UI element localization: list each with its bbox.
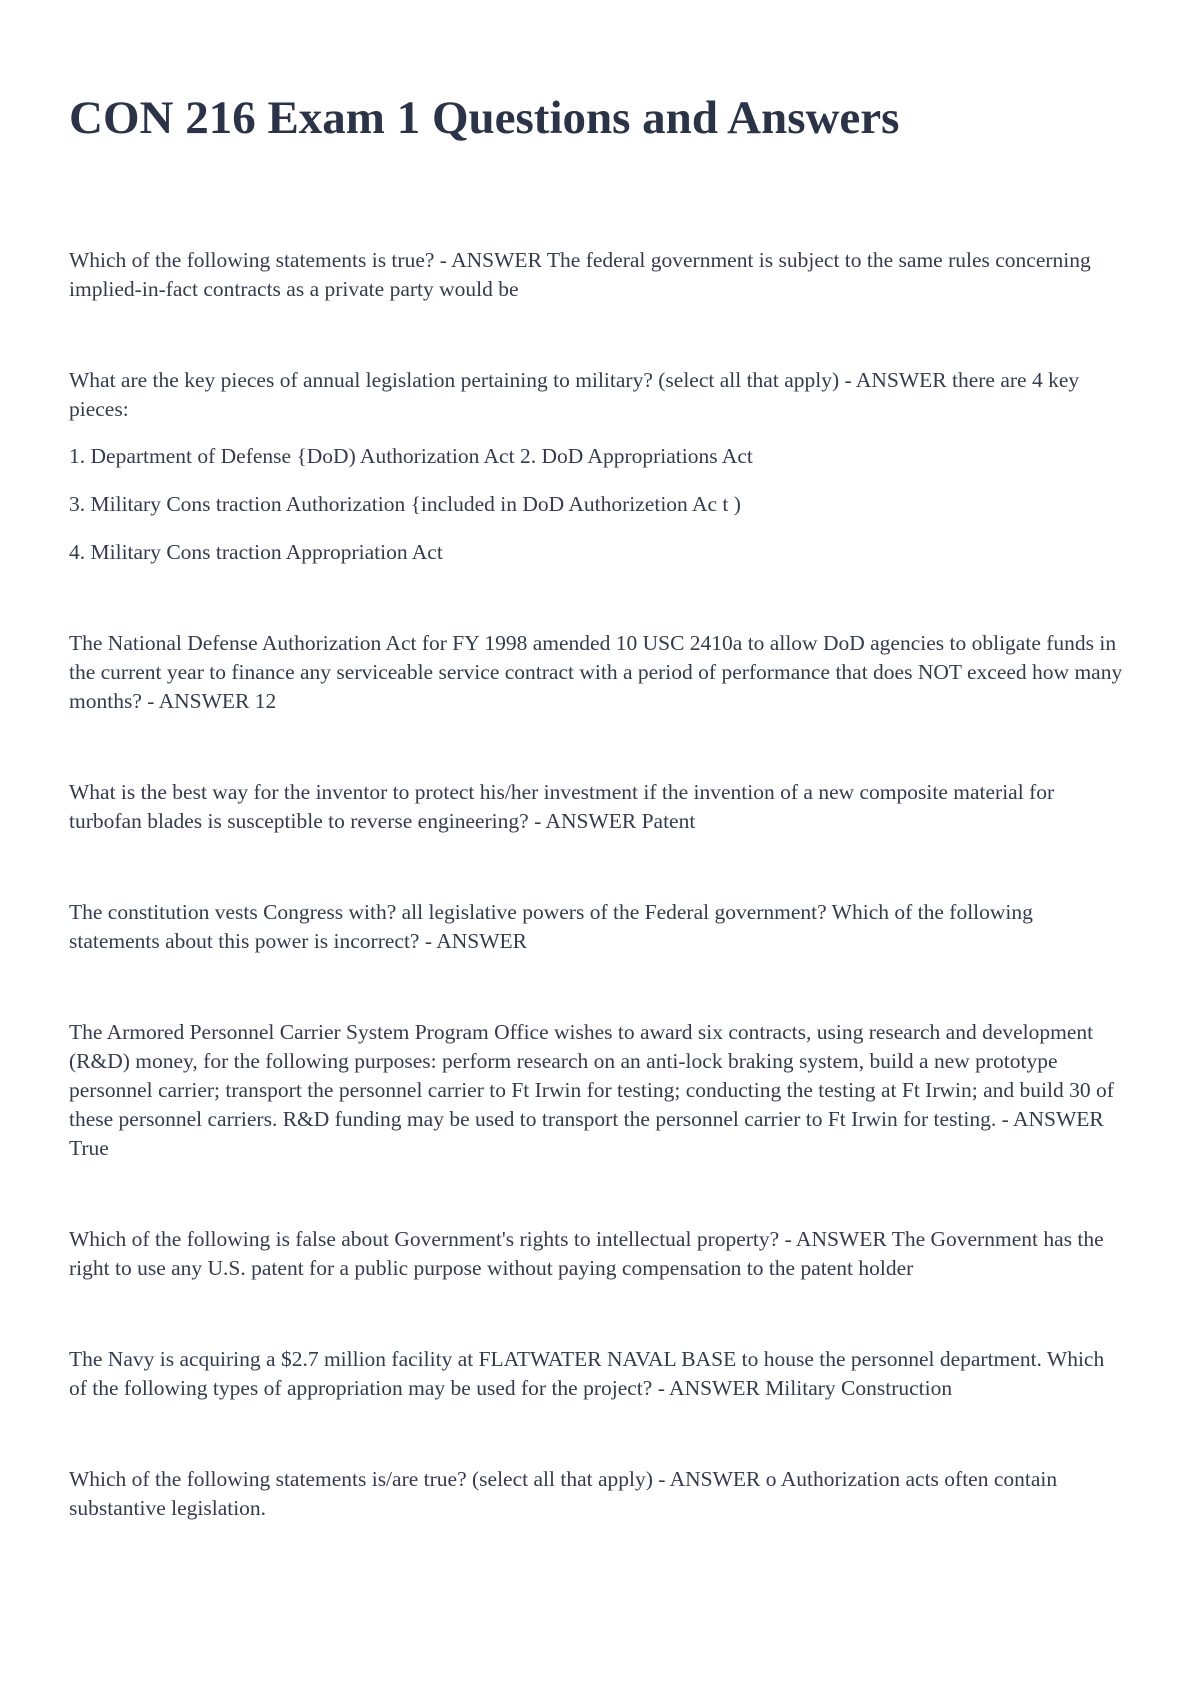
qa-item-8	[69, 1345, 1127, 1403]
qa-text: Which of the following statements is true? - ANSWER The federal government is subject to the same rules concerning implied-in-fact contracts as a private party would be	[69, 248, 1091, 301]
qa-list	[69, 246, 1127, 1523]
qa-item-2	[69, 366, 1127, 567]
qa-list-line: 1. Department of Defense {DoD) Authorization Act 2. DoD Appropriations Act	[69, 444, 753, 468]
qa-item-1	[69, 246, 1127, 304]
document-title: CON 216 Exam 1 Questions and Answers	[69, 92, 900, 144]
qa-item-5	[69, 898, 1127, 956]
qa-text: The constitution vests Congress with? all legislative powers of the Federal government? Which of the following statements about this power is incorrect? - ANSWER	[69, 900, 1033, 953]
qa-text: Which of the following statements is/are true? (select all that apply) - ANSWER o Authorization acts often contain substantive legislation.	[69, 1467, 1058, 1520]
qa-item-7	[69, 1225, 1127, 1283]
qa-text: What is the best way for the inventor to protect his/her investment if the invention of a new composite material for turbofan blades is susceptible to reverse engineering? - ANSWER Patent	[69, 780, 1055, 833]
qa-item-3	[69, 629, 1127, 716]
qa-text: Which of the following is false about Government's rights to intellectual property? - ANSWER The Government has the right to use any U.S. patent for a public purpose without paying compensation to the patent holder	[69, 1227, 1104, 1280]
qa-text: The National Defense Authorization Act for FY 1998 amended 10 USC 2410a to allow DoD agencies to obligate funds in the current year to finance any serviceable service contract with a period of performance that does NOT exceed how many months? - ANSWER 12	[69, 631, 1123, 713]
qa-item-4	[69, 778, 1127, 836]
qa-text: The Armored Personnel Carrier System Program Office wishes to award six contracts, using research and development (R&D) money, for the following purposes: perform research on an anti-lock braking system, build a new prototype personnel carrier; transport the personnel carrier to Ft Irwin for testing; conducting the testing at Ft Irwin; and build 30 of these personnel carriers. R&D funding may be used to transport the personnel carrier to Ft Irwin for testing. - ANSWER True	[69, 1020, 1114, 1160]
qa-text: The Navy is acquiring a $2.7 million facility at FLATWATER NAVAL BASE to house the personnel department. Which of the following types of appropriation may be used for the project? - ANSWER Military Construction	[69, 1347, 1105, 1400]
qa-item-9	[69, 1465, 1127, 1523]
qa-list-line: 4. Military Cons traction Appropriation Act	[69, 540, 443, 564]
qa-list-line: 3. Military Cons traction Authorization {included in DoD Authorizetion Ac t )	[69, 492, 741, 516]
qa-item-6	[69, 1018, 1127, 1163]
qa-text: What are the key pieces of annual legislation pertaining to military? (select all that apply) - ANSWER there are 4 key pieces:	[69, 368, 1080, 421]
